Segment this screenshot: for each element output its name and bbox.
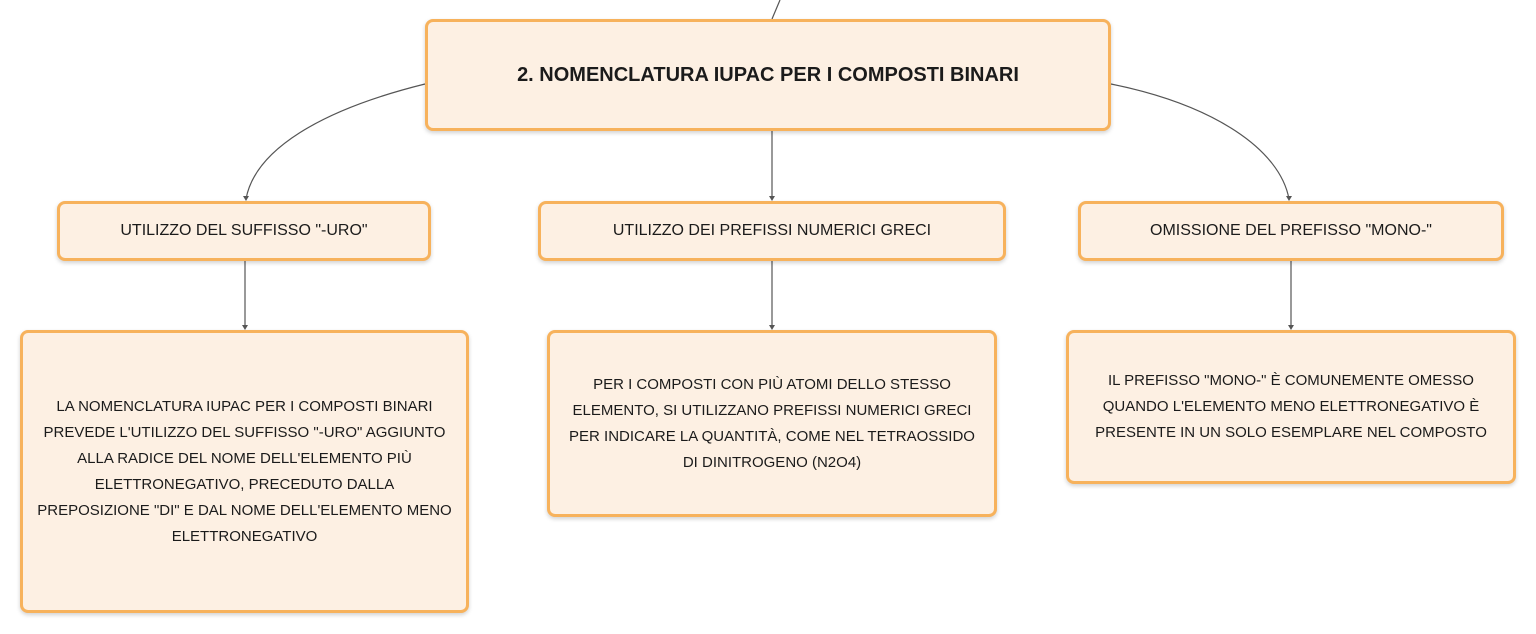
detail-node-suffix-uro[interactable] <box>20 330 469 613</box>
detail-text: IL PREFISSO "MONO-" È COMUNEMENTE OMESSO QUANDO L'ELEMENTO MENO ELETTRONEGATIVO È PRESENTE IN UN SOLO ESEMPLARE NEL COMPOSTO <box>1095 372 1487 441</box>
detail-node-mono-omission[interactable] <box>1066 330 1516 484</box>
connector-parent-to-root <box>772 0 780 19</box>
root-topic-title: 2. NOMENCLATURA IUPAC PER I COMPOSTI BINARI <box>517 63 1019 86</box>
branch-node-mono-omission[interactable] <box>1078 201 1504 261</box>
root-topic-node[interactable] <box>425 19 1111 131</box>
detail-text: LA NOMENCLATURA IUPAC PER I COMPOSTI BINARI PREVEDE L'UTILIZZO DEL SUFFISSO "-URO" AGGIUNTO ALLA RADICE DEL NOME DELL'ELEMENTO PIÙ ELETTRONEGATIVO, PRECEDUTO DALLA PREPOSIZIONE "DI" E DAL NOME DELL'ELEMENTO MENO ELETTRONEGATIVO <box>37 397 452 545</box>
branch-label: UTILIZZO DEI PREFISSI NUMERICI GRECI <box>612 222 932 239</box>
connector-root-to-branch-3 <box>1111 84 1289 199</box>
connector-root-to-branch-1 <box>246 84 425 199</box>
branch-node-greek-prefixes[interactable] <box>538 201 1006 261</box>
branch-label: UTILIZZO DEL SUFFISSO "-URO" <box>120 222 368 239</box>
branch-node-suffix-uro[interactable] <box>57 201 431 261</box>
detail-text: PER I COMPOSTI CON PIÙ ATOMI DELLO STESSO ELEMENTO, SI UTILIZZANO PREFISSI NUMERICI GRECI PER INDICARE LA QUANTITÀ, COME NEL TETRAOSSIDO DI DINITROGENO (N2O4) <box>569 375 975 471</box>
branch-label: OMISSIONE DEL PREFISSO "MONO-" <box>1150 222 1432 239</box>
detail-node-greek-prefixes[interactable] <box>547 330 997 517</box>
